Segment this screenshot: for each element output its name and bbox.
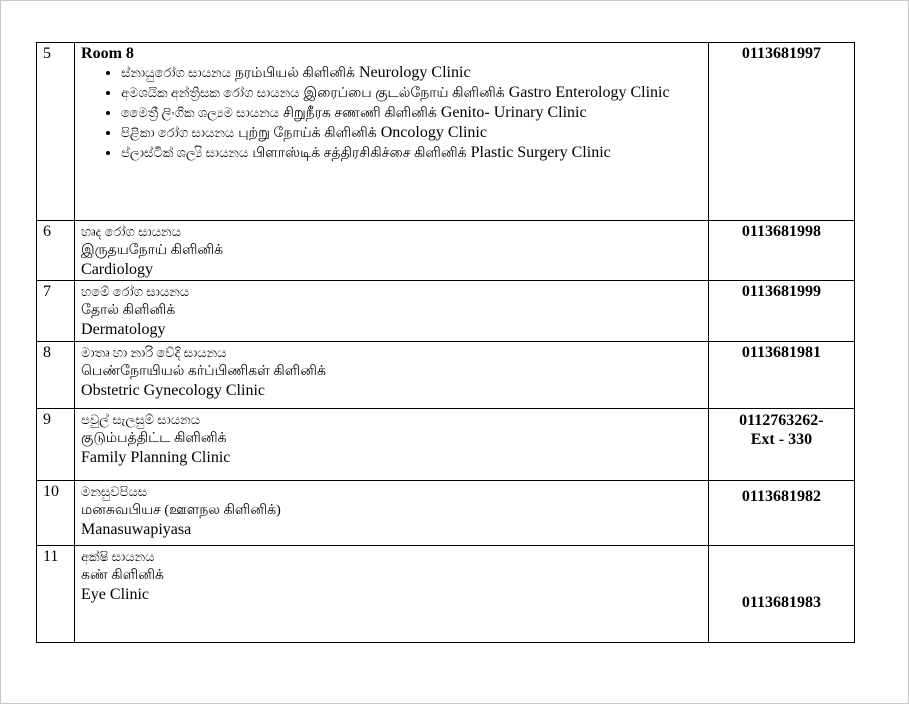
clinic-name-english: Eye Clinic xyxy=(81,586,150,603)
clinic-name-english: Gastro Enterology Clinic xyxy=(508,84,670,101)
table-row xyxy=(37,481,855,546)
clinic-name-english: Family Planning Clinic xyxy=(81,449,231,466)
clinic-table xyxy=(36,42,855,643)
clinic-description xyxy=(75,409,709,481)
table-row xyxy=(37,221,855,281)
clinic-name-tamil: பெண்நோயியல் கர்ப்பிணிகள் கிளினிக் xyxy=(81,364,326,379)
clinic-name-tamil: இரைப்பை குடல்நோய் கிளினிக் xyxy=(303,86,505,101)
row-number: 10 xyxy=(37,481,75,546)
row-number: 5 xyxy=(37,43,75,221)
clinic-name-english: Plastic Surgery Clinic xyxy=(470,144,611,161)
clinic-name-tamil: குடும்பத்திட்ட கிளினிக் xyxy=(81,431,227,446)
list-item xyxy=(121,63,702,83)
clinic-name-tamil: புற்று நோய்க் கிளினிக் xyxy=(238,126,377,141)
clinic-description xyxy=(75,221,709,281)
clinic-name-sinhala: හෘද රෝග සායනය xyxy=(81,224,181,239)
clinic-name-sinhala: අක්ෂි සායනය xyxy=(81,549,155,564)
list-item xyxy=(121,123,702,143)
phone-number: 0113681999 xyxy=(708,281,854,342)
clinic-name-tamil: பிளாஸ்டிக் சத்திரசிகிச்சை கிளினிக் xyxy=(252,146,467,161)
clinic-name-sinhala: ස්නායුරෝග සායනය xyxy=(121,65,231,80)
phone-number: 0113681982 xyxy=(708,481,854,546)
clinic-name-tamil: மனசுவபியச (ஊளநல கிளினிக்) xyxy=(81,503,281,518)
list-item xyxy=(121,143,702,163)
phone-number: 0113681997 xyxy=(708,43,854,221)
row-number: 6 xyxy=(37,221,75,281)
clinic-name-english: Dermatology xyxy=(81,321,166,338)
clinic-description xyxy=(75,481,709,546)
phone-number-cell xyxy=(708,409,854,481)
clinic-name-sinhala: පිළිකා රෝග සායනය xyxy=(121,125,235,140)
clinic-name-english: Cardiology xyxy=(81,261,154,278)
clinic-name-english: Manasuwapiyasa xyxy=(81,521,192,538)
row-number: 11 xyxy=(37,546,75,643)
clinic-name-tamil: சிறுநீரக சணணி கிளினிக் xyxy=(282,106,437,121)
clinic-name-tamil: நரம்பியல் கிளினிக் xyxy=(234,66,355,81)
row-number: 9 xyxy=(37,409,75,481)
phone-number: 0112763262- xyxy=(739,412,824,429)
list-item xyxy=(121,83,702,103)
clinic-name-sinhala: මෛත්‍රී ලිංගික ශල්‍යම සායනය xyxy=(121,105,279,120)
clinic-name-sinhala: හමේ රෝග සායනය xyxy=(81,284,190,299)
clinic-name-tamil: கண் கிளினிக் xyxy=(81,568,164,583)
row-number: 8 xyxy=(37,342,75,409)
phone-number: 0113681981 xyxy=(708,342,854,409)
clinic-name-tamil: இருதயநோய் கிளினிக் xyxy=(81,243,224,258)
phone-number: 0113681998 xyxy=(708,221,854,281)
room-title: Room 8 xyxy=(81,45,134,62)
clinic-name-sinhala: අමශයික අන්ත්‍රිසක රෝග සායනය xyxy=(121,85,300,100)
list-item xyxy=(121,103,702,123)
table-row xyxy=(37,409,855,481)
clinic-name-sinhala: ප්ලාස්ටික් ශල්‍යි සායනය xyxy=(121,145,249,160)
table-row xyxy=(37,342,855,409)
clinic-name-english: Neurology Clinic xyxy=(359,64,471,81)
clinic-description xyxy=(75,281,709,342)
phone-extension: Ext - 330 xyxy=(750,431,813,448)
clinic-list xyxy=(81,63,702,163)
table-row xyxy=(37,546,855,643)
phone-number: 0113681983 xyxy=(708,546,854,643)
clinic-name-sinhala: මනසුවපියස xyxy=(81,484,148,499)
clinic-description xyxy=(75,342,709,409)
clinic-name-sinhala: මාතෘ හා නාරි වේදි සායනය xyxy=(81,345,227,360)
clinic-name-english: Oncology Clinic xyxy=(380,124,487,141)
clinic-name-english: Obstetric Gynecology Clinic xyxy=(81,382,265,399)
clinic-description xyxy=(75,546,709,643)
clinic-name-english: Genito- Urinary Clinic xyxy=(440,104,587,121)
row-number: 7 xyxy=(37,281,75,342)
clinic-name-sinhala: පවුල් සැලසුම් සායනය xyxy=(81,412,201,427)
table-row xyxy=(37,281,855,342)
clinic-description xyxy=(75,43,709,221)
table-row xyxy=(37,43,855,221)
clinic-name-tamil: தோல் கிளினிக் xyxy=(81,303,176,318)
